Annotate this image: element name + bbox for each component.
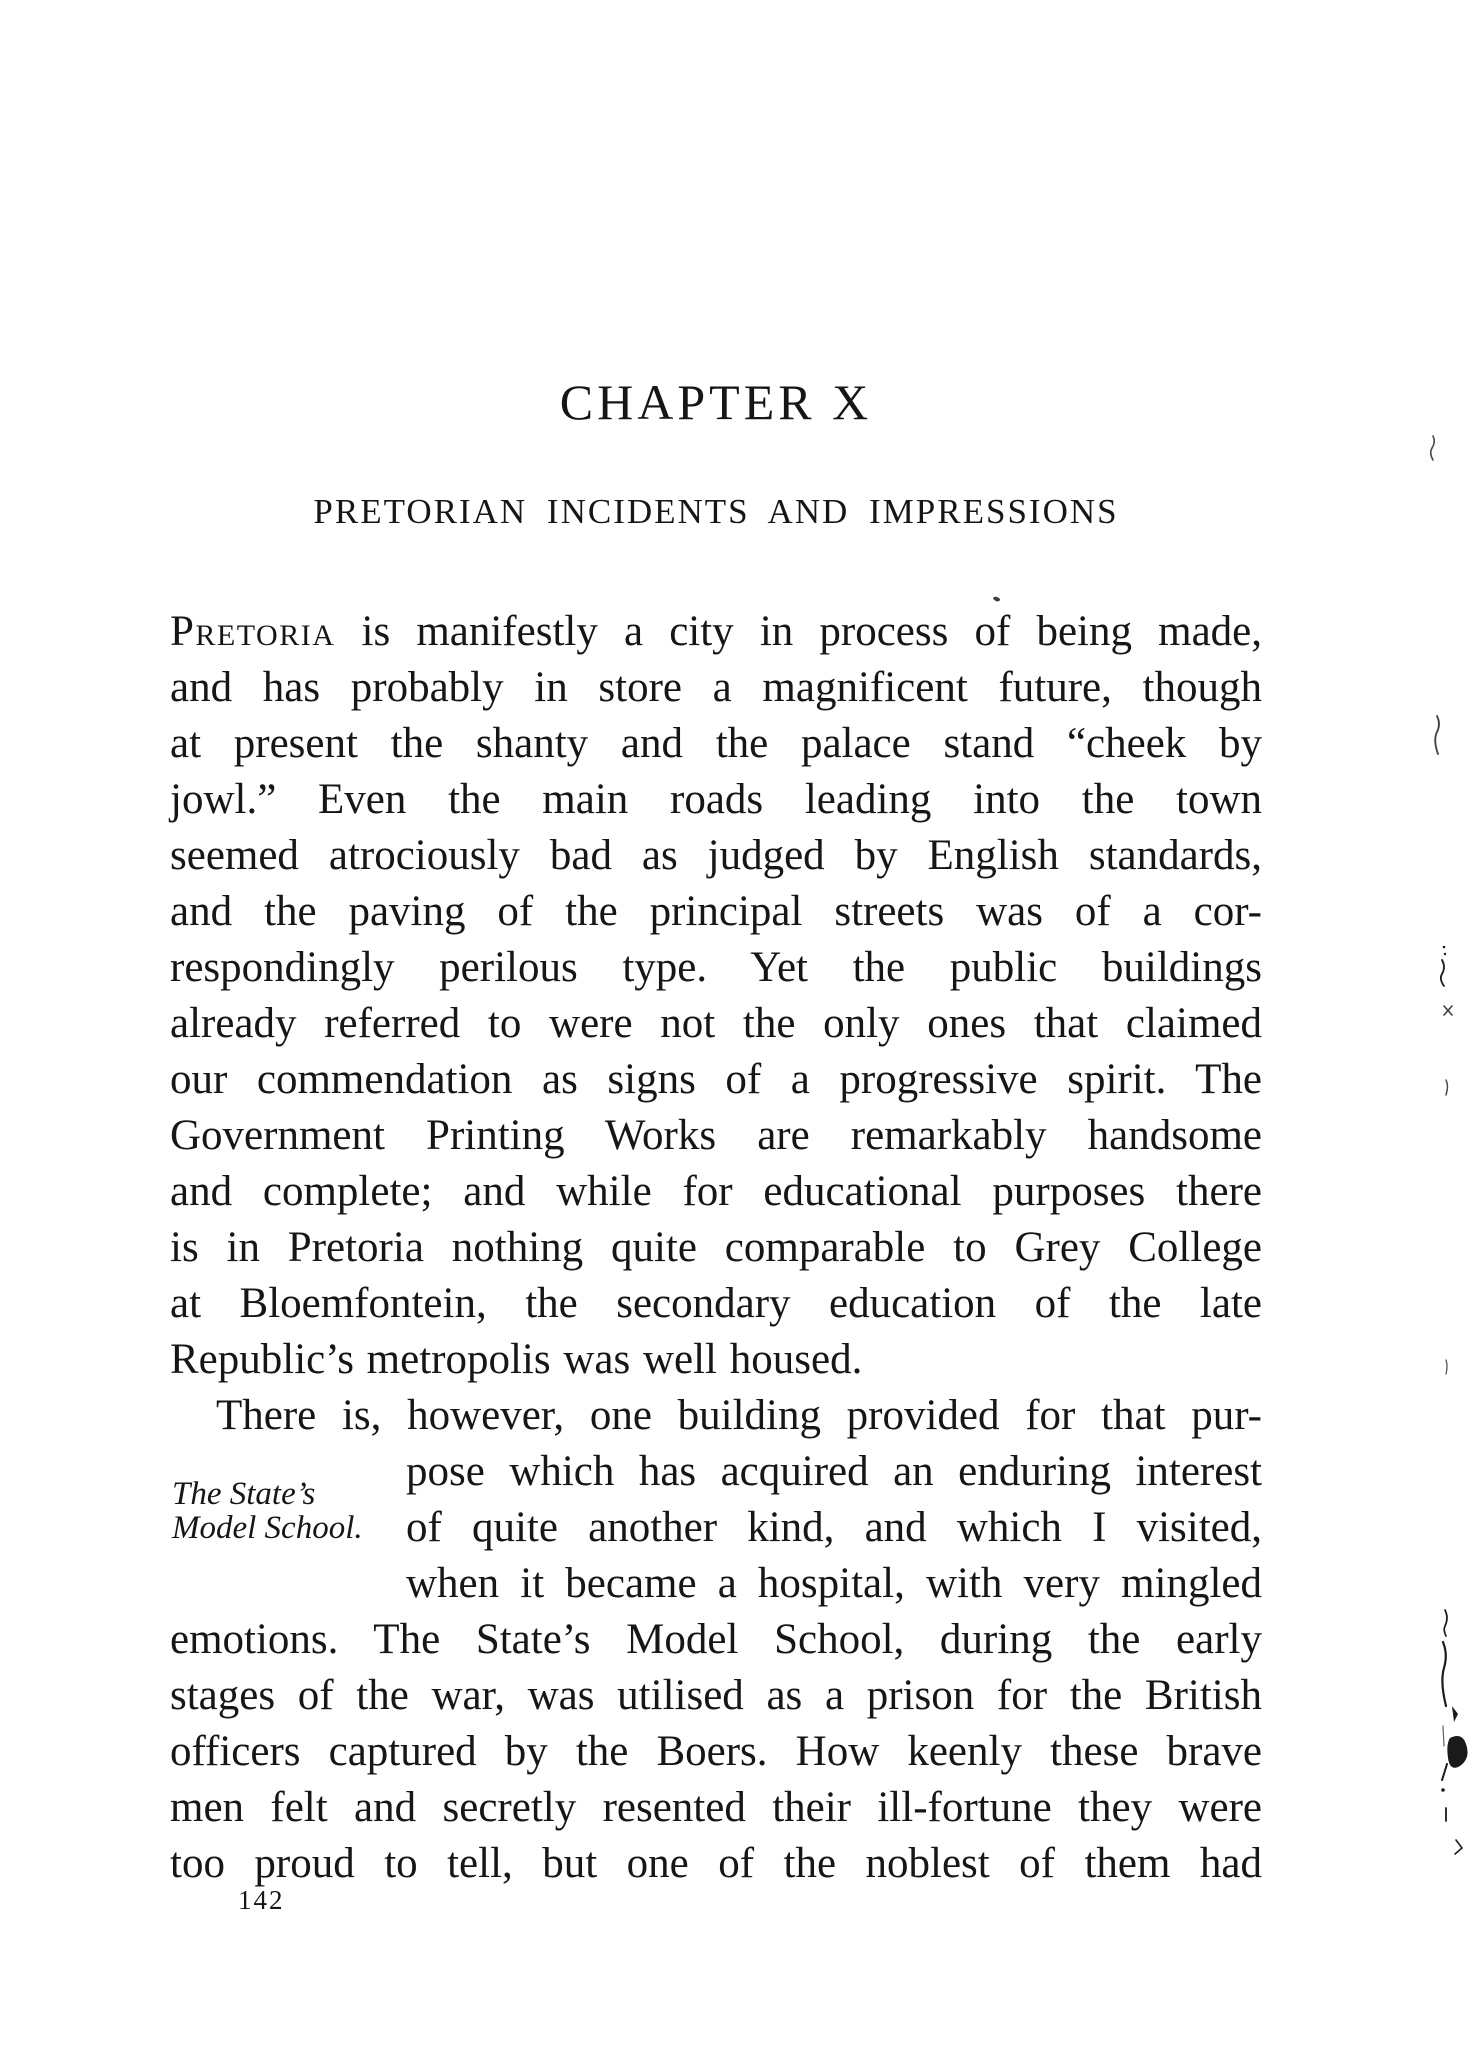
margin-note bbox=[172, 1477, 402, 1545]
body-line: officers captured by the Boers. How keenly these brave bbox=[170, 1728, 1262, 1775]
ink-mark bbox=[1446, 1360, 1447, 1374]
ink-speck bbox=[992, 596, 1000, 603]
body-line: stages of the war, was utilised as a prison for the British bbox=[170, 1672, 1262, 1719]
ink-mark bbox=[1444, 1006, 1452, 1015]
ink-mark bbox=[1442, 1764, 1447, 1780]
page-number: 142 bbox=[238, 1885, 285, 1915]
body-line: our commendation as signs of a progressive spirit. The bbox=[170, 1056, 1262, 1103]
body-line: pose which has acquired an enduring interest bbox=[406, 1448, 1262, 1495]
ink-mark bbox=[1442, 1642, 1446, 1706]
body-line: at Bloemfontein, the secondary education of the late bbox=[170, 1280, 1262, 1327]
ink-mark bbox=[1441, 960, 1444, 986]
body-line: and has probably in store a magnificent future, though bbox=[170, 664, 1262, 711]
chapter-subtitle: PRETORIAN INCIDENTS AND IMPRESSIONS bbox=[313, 492, 1119, 531]
body-text bbox=[170, 604, 1262, 1892]
ink-mark bbox=[1455, 1840, 1462, 1854]
body-line: too proud to tell, but one of the noblest of them had bbox=[170, 1840, 1262, 1887]
ink-mark bbox=[1431, 436, 1435, 460]
body-line: and the paving of the principal streets was of a cor- bbox=[170, 888, 1262, 935]
margin-ink-marks bbox=[1425, 420, 1470, 1880]
ink-mark bbox=[1444, 1610, 1447, 1636]
body-line: and complete; and while for educational purposes there bbox=[170, 1168, 1262, 1215]
ink-mark bbox=[1435, 716, 1439, 754]
body-line: Republic’s metropolis was well housed. bbox=[170, 1336, 863, 1383]
ink-mark bbox=[1447, 1736, 1467, 1768]
ink-mark bbox=[1446, 1080, 1448, 1095]
body-line: There is, however, one building provided for that pur- bbox=[216, 1392, 1262, 1439]
ink-mark bbox=[1443, 1726, 1444, 1746]
body-line: emotions. The State’s Model School, during the early bbox=[170, 1616, 1262, 1663]
body-line: seemed atrociously bad as judged by English standards, bbox=[170, 832, 1262, 879]
margin-note-line-1: The State’s bbox=[172, 1476, 316, 1512]
body-line: Government Printing Works are remarkably handsome bbox=[170, 1112, 1262, 1159]
lead-word: Pretoria bbox=[170, 608, 336, 655]
ink-mark bbox=[1441, 1788, 1445, 1792]
body-line: already referred to were not the only ones that claimed bbox=[170, 1000, 1262, 1047]
body-line: at present the shanty and the palace stand “cheek by bbox=[170, 720, 1262, 767]
ink-mark bbox=[1443, 946, 1446, 949]
body-line-text: is manifestly a city in process of being made, bbox=[335, 608, 1262, 655]
body-line: of quite another kind, and which I visited, bbox=[406, 1504, 1262, 1551]
body-line: is in Pretoria nothing quite comparable to Grey College bbox=[170, 1224, 1262, 1271]
margin-note-line-2: Model School. bbox=[172, 1510, 363, 1546]
body-line: respondingly perilous type. Yet the public buildings bbox=[170, 944, 1262, 991]
body-line: jowl.” Even the main roads leading into the town bbox=[170, 776, 1262, 823]
body-line: men felt and secretly resented their ill-fortune they were bbox=[170, 1784, 1262, 1831]
chapter-heading: CHAPTER X bbox=[559, 374, 873, 430]
body-line: when it became a hospital, with very mingled bbox=[406, 1560, 1262, 1607]
body-line bbox=[170, 604, 1262, 660]
ink-mark bbox=[1444, 953, 1446, 955]
ink-mark bbox=[1452, 1706, 1458, 1722]
